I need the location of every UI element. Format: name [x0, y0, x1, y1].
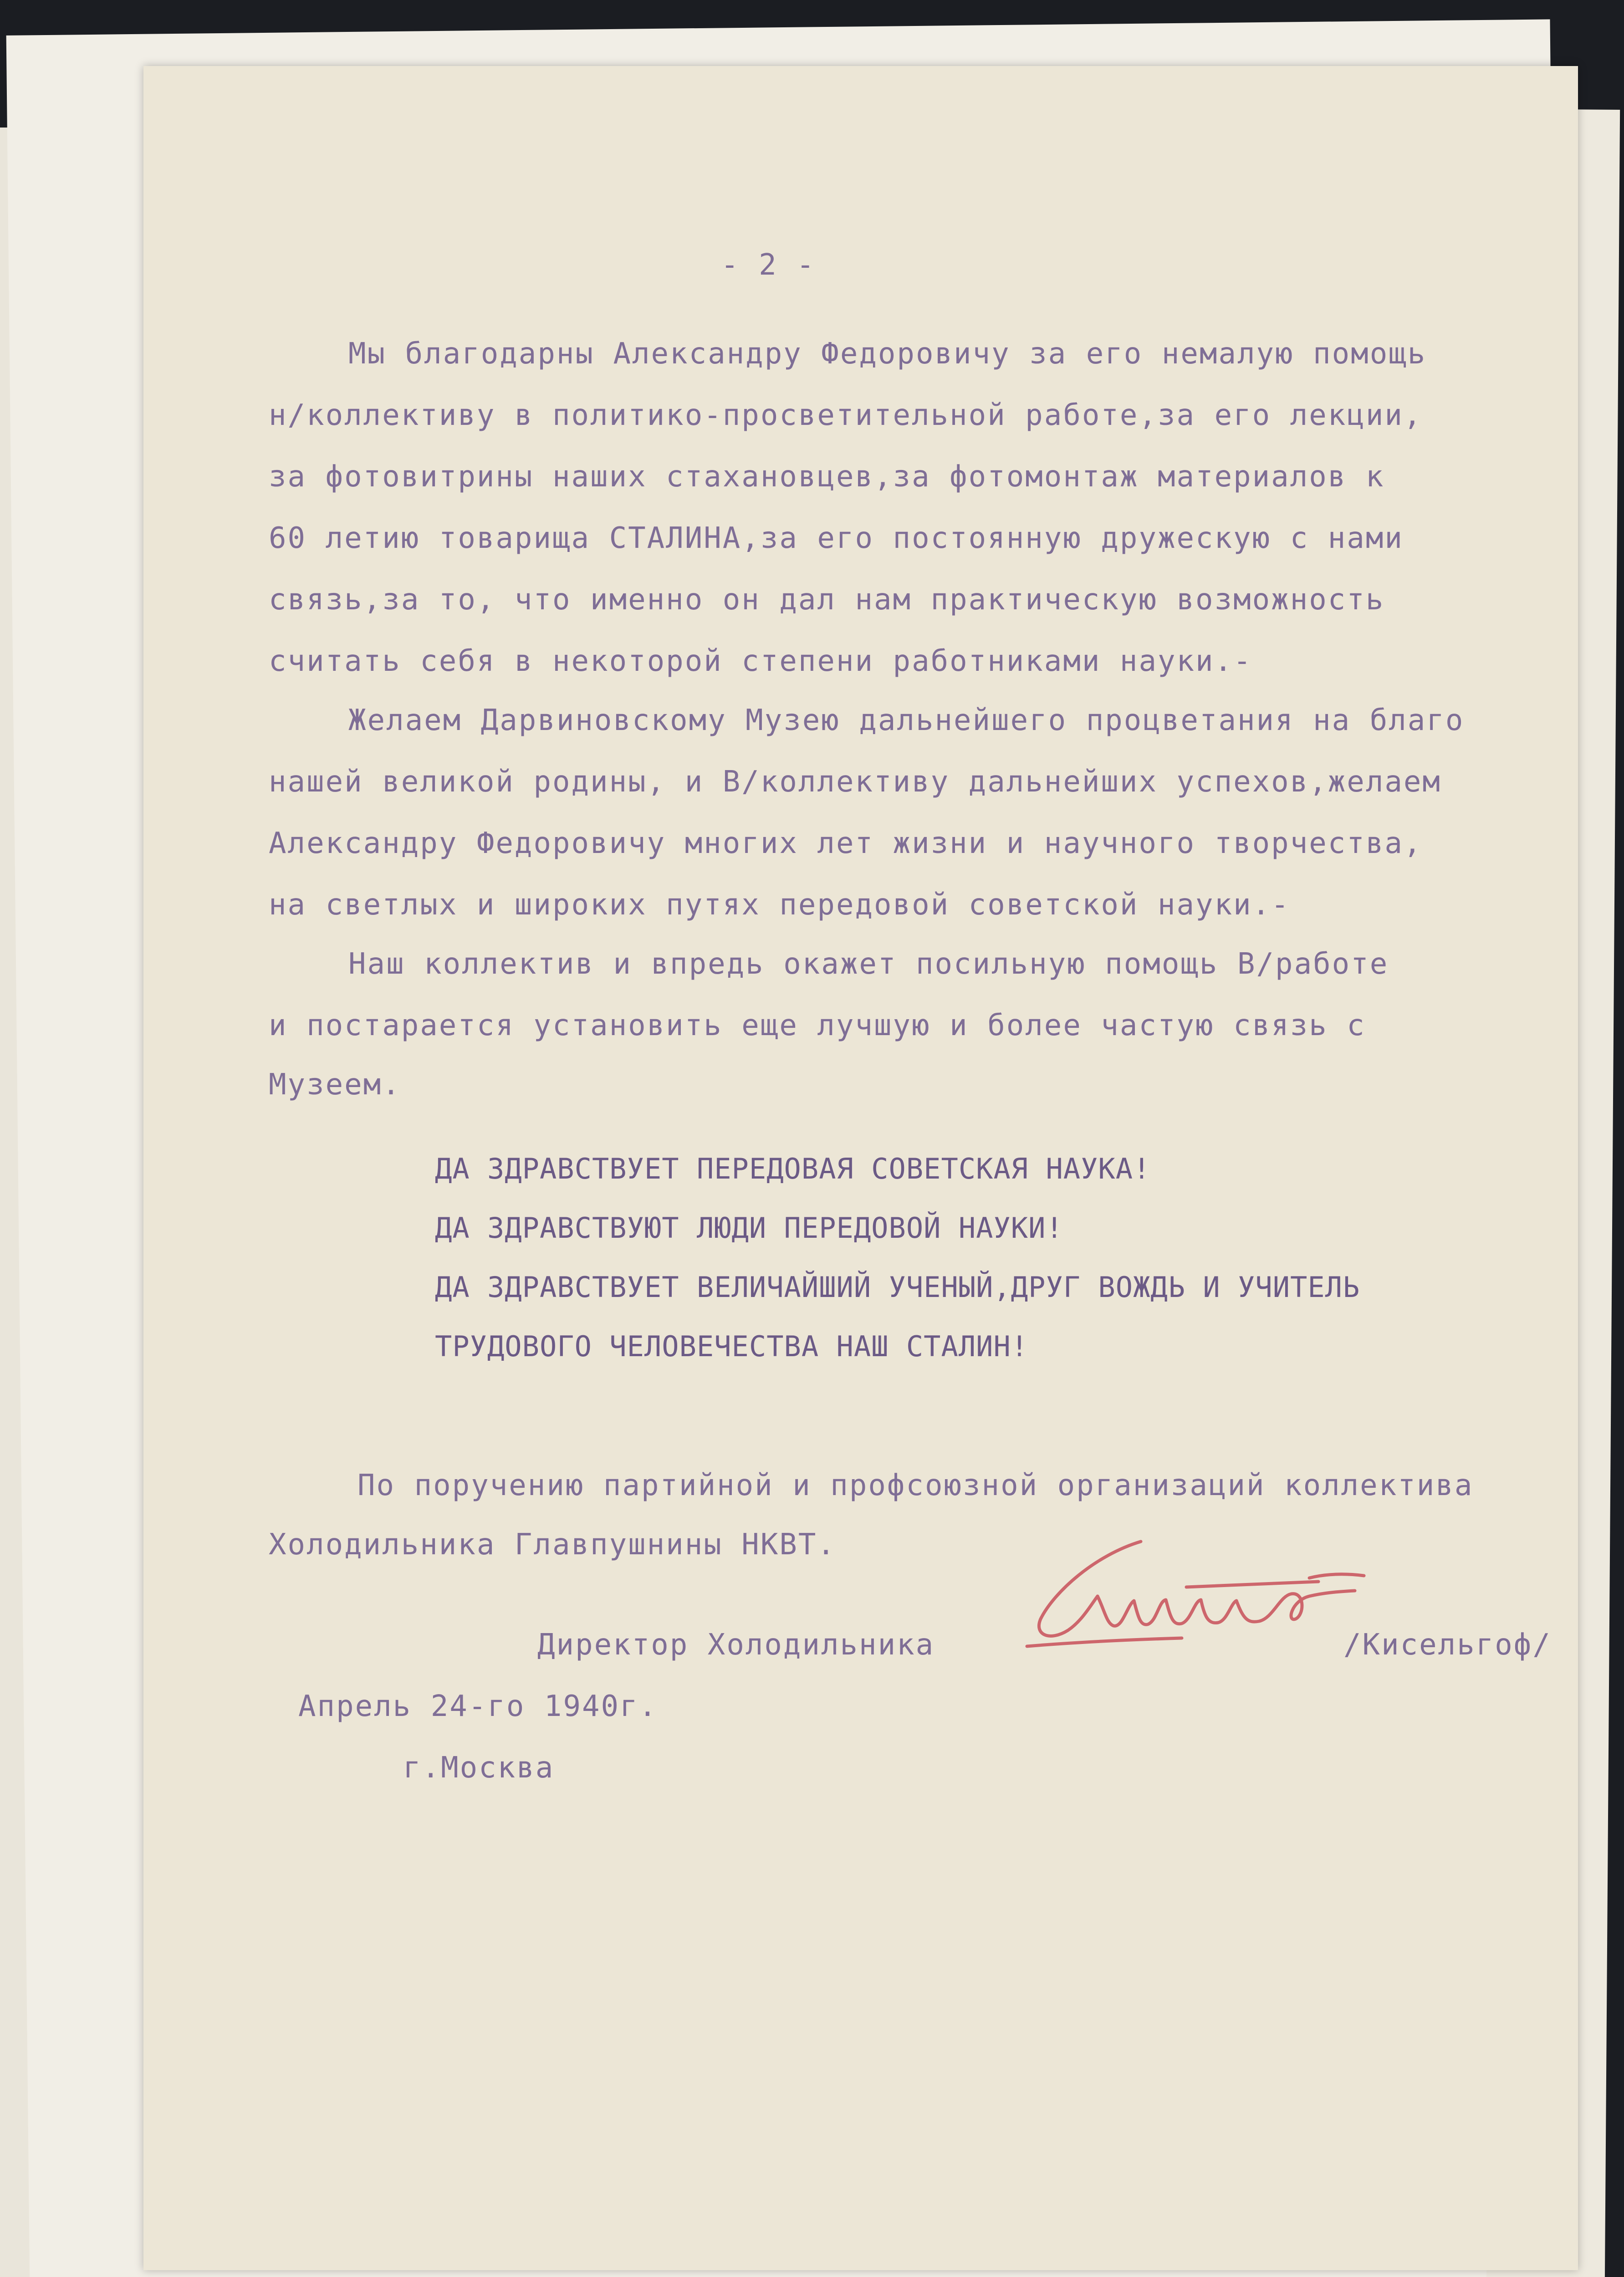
slogan-line: ТРУДОВОГО ЧЕЛОВЕЧЕСТВА НАШ СТАЛИН!: [435, 1330, 1029, 1363]
date: Апрель 24-го 1940г.: [298, 1690, 658, 1723]
page-number: - 2 -: [721, 248, 816, 282]
text-line: 60 летию товарища СТАЛИНА,за его постоянную дружескую с нами: [269, 521, 1404, 555]
director-title: Директор Холодильника: [537, 1628, 935, 1662]
text-line: и постарается установить еще лучшую и более частую связь с: [269, 1009, 1366, 1042]
text-line: Музеем.: [269, 1068, 401, 1102]
text-line: Желаем Дарвиновскому Музею дальнейшего процветания на благо: [348, 704, 1465, 737]
letter-page: [143, 66, 1578, 2270]
text-line: нашей великой родины, и В/коллективу дальнейших успехов,желаем: [269, 765, 1441, 799]
closing-line: Холодильника Главпушнины НКВТ.: [269, 1528, 836, 1562]
handwritten-signature: [991, 1528, 1469, 1664]
text-line: за фотовитрины наших стахановцев,за фотомонтаж материалов к: [269, 460, 1385, 494]
text-line: на светлых и широких путях передовой советской науки.-: [269, 888, 1290, 922]
city: г.Москва: [403, 1751, 555, 1785]
text-line: н/коллективу в политико-просветительной работе,за его лекции,: [269, 398, 1423, 432]
slogan-line: ДА ЗДРАВСТВУЮТ ЛЮДИ ПЕРЕДОВОЙ НАУКИ!: [435, 1211, 1063, 1245]
text-line: связь,за то, что именно он дал нам практическую возможность: [269, 583, 1385, 617]
closing-line: По поручению партийной и профсоюзной организаций коллектива: [357, 1469, 1474, 1502]
slogan-line: ДА ЗДРАВСТВУЕТ ПЕРЕДОВАЯ СОВЕТСКАЯ НАУКА!: [435, 1152, 1151, 1185]
text-line: Наш коллектив и впредь окажет посильную помощь В/работе: [348, 947, 1389, 981]
text-line: Мы благодарны Александру Федоровичу за его немалую помощь: [348, 337, 1427, 371]
director-name: /Кисельгоф/: [1343, 1628, 1552, 1662]
slogan-line: ДА ЗДРАВСТВУЕТ ВЕЛИЧАЙШИЙ УЧЕНЫЙ,ДРУГ ВОЖДЬ И УЧИТЕЛЬ: [435, 1271, 1360, 1304]
text-line: Александру Федоровичу многих лет жизни и научного творчества,: [269, 827, 1423, 860]
text-line: считать себя в некоторой степени работниками науки.-: [269, 644, 1252, 678]
